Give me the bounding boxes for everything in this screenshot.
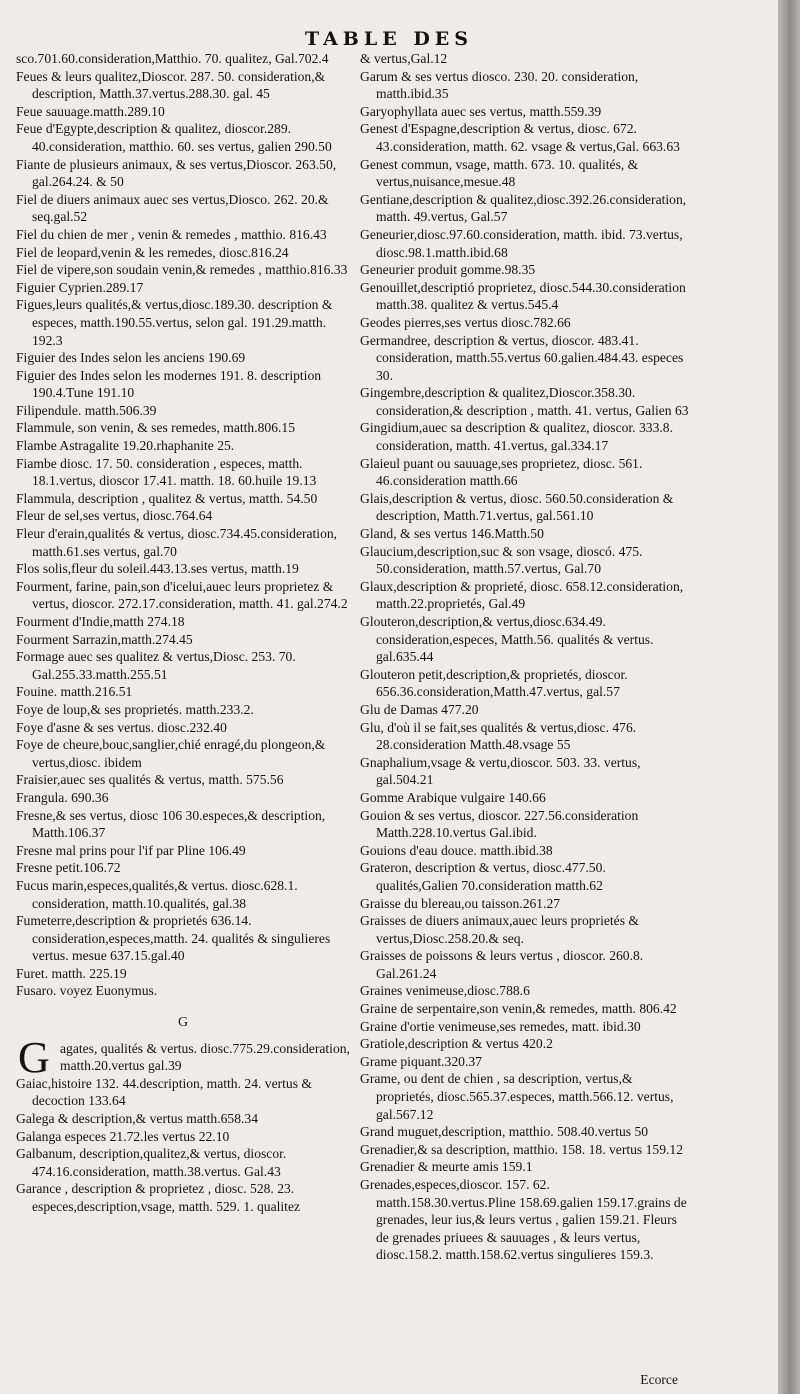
index-entry: Glu, d'où il se fait,ses qualités & vertus,diosc. 476. 28.consideration Matth.48.vsage 55 <box>360 719 637 753</box>
index-entry: Grenades,especes,dioscor. 157. 62. matth.158.30.vertus.Pline 158.69.galien 159.17.grains de grenades, leur ius,& leurs vertus , galien 159.21. Fleurs de grenades priuees & sauuages , & leurs vertus, diosc.158.2. matth.158.62.vertus singulieres 159.3. <box>360 1177 687 1263</box>
index-entry: Glais,description & vertus, diosc. 560.50.consideration & description, Matth.71.vertus, gal.561.10 <box>360 490 674 524</box>
index-entry: Graisse du blereau,ou taisson.261.27 <box>360 895 561 911</box>
index-entry: Fucus marin,especes,qualités,& vertus. diosc.628.1. consideration, matth.10.qualités, gal.38 <box>16 877 298 911</box>
index-entry: Fourment Sarrazin,matth.274.45 <box>16 631 193 647</box>
index-entry: Fiel de vipere,son soudain venin,& remedes , matthio.816.33 <box>16 262 348 278</box>
index-entry: Fourment, farine, pain,son d'icelui,auec leurs proprietez & vertus, dioscor. 272.17.consideration, matth. 41. gal.274.2 <box>16 578 348 612</box>
index-entry: Graines venimeuse,diosc.788.6 <box>360 983 530 999</box>
index-entry: Fresne mal prins pour l'if par Pline 106.49 <box>16 842 246 858</box>
index-column-left <box>16 50 350 1216</box>
index-entry: Figuier des Indes selon les modernes 191. 8. description 190.4.Tune 191.10 <box>16 367 322 401</box>
index-entry: Fresne,& ses vertus, diosc 106 30.especes,& description, Matth.106.37 <box>16 807 326 841</box>
index-entry <box>16 1032 350 1082</box>
catchword: Ecorce <box>640 1372 678 1387</box>
index-entry: sco.701.60.consideration,Matthio. 70. qualitez, Gal.702.4 <box>16 51 329 66</box>
index-entry: Geneurier produit gomme.98.35 <box>360 262 536 278</box>
index-entry: Filipendule. matth.506.39 <box>16 402 157 418</box>
index-entry: Geneurier,diosc.97.60.consideration, matth. ibid. 73.vertus, diosc.98.1.matth.ibid.68 <box>360 226 683 260</box>
index-entry: Gland, & ses vertus 146.Matth.50 <box>360 526 544 542</box>
index-entry: Galega & description,& vertus matth.658.34 <box>16 1111 258 1127</box>
index-entry: Fresne petit.106.72 <box>16 860 121 876</box>
index-entry: Grateron, description & vertus, diosc.477.50. qualités,Galien 70.consideration matth.62 <box>360 860 606 893</box>
index-entry: Glaucium,description,suc & son vsage, dioscó. 475. 50.consideration, matth.57.vertus, Gal.70 <box>360 543 643 577</box>
index-entry: Glouteron,description,& vertus,diosc.634.49. consideration,especes, Matth.56. qualités & vertus. gal.635.44 <box>360 614 654 665</box>
index-entry: Gnaphalium,vsage & vertu,dioscor. 503. 33. vertus, gal.504.21 <box>360 754 641 788</box>
index-entry: Grame piquant.320.37 <box>360 1053 482 1069</box>
index-entry: Figuier Cyprien.289.17 <box>16 279 144 295</box>
index-entry: Formage auec ses qualitez & vertus,Diosc. 253. 70. Gal.255.33.matth.255.51 <box>16 649 296 682</box>
index-entry: Figuier des Indes selon les anciens 190.69 <box>16 350 246 366</box>
index-entry: Flammula, description , qualitez & vertus, matth. 54.50 <box>16 490 318 506</box>
index-entry: Garyophyllata auec ses vertus, matth.559.39 <box>360 103 602 119</box>
index-entry: Grame, ou dent de chien , sa description, vertus,& proprietés, diosc.565.37.especes, matth.566.12. vertus, gal.567.12 <box>360 1071 674 1122</box>
index-entry: Fourment d'Indie,matth 274.18 <box>16 614 185 629</box>
index-entry: Galbanum, description,qualitez,& vertus, dioscor. 474.16.consideration, matth.38.vertus. Gal.43 <box>16 1146 287 1179</box>
index-entry: Fusaro. voyez Euonymus. <box>16 983 158 999</box>
index-entry: Fiante de plusieurs animaux, & ses vertus,Dioscor. 263.50, gal.264.24. & 50 <box>16 156 337 190</box>
index-entry: Flambe Astragalite 19.20.rhaphanite 25. <box>16 438 235 454</box>
index-entry: Galanga especes 21.72.les vertus 22.10 <box>16 1128 230 1144</box>
index-entry: Graisses de poissons & leurs vertus , dioscor. 260.8. Gal.261.24 <box>360 948 644 981</box>
index-entry: & vertus,Gal.12 <box>360 51 448 66</box>
index-entry: Genouillet,descriptió proprietez, diosc.544.30.consideration matth.38. qualitez & vertus.545.4 <box>360 279 686 313</box>
index-entry: Graine de serpentaire,son venin,& remedes, matth. 806.42 <box>360 1001 677 1017</box>
index-entry: Frangula. 690.36 <box>16 789 109 805</box>
index-entry: Fiambe diosc. 17. 50. consideration , especes, matth. 18.1.vertus, dioscor 17.41. matth. 18. 60.huile 19.13 <box>16 455 317 489</box>
page-edge <box>778 0 800 1394</box>
index-column-right <box>360 50 690 1264</box>
index-entry: Glaux,description & proprieté, diosc. 658.12.consideration, matth.22.proprietés, Gal.49 <box>360 578 684 612</box>
index-entry: Garance , description & proprietez , diosc. 528. 23. especes,description,vsage, matth. 529. 1. qualitez <box>16 1181 301 1214</box>
section-letter: G <box>177 1015 189 1031</box>
index-entry: Glouteron petit,description,& proprietés, dioscor. 656.36.consideration,Matth.47.vertus, gal.57 <box>360 666 628 700</box>
index-entry: Germandree, description & vertus, dioscor. 483.41. consideration, matth.55.vertus 60.galien.484.43. especes 30. <box>360 332 684 383</box>
index-entry: Grenadier & meurte amis 159.1 <box>360 1159 533 1175</box>
index-entry: Feues & leurs qualitez,Dioscor. 287. 50. consideration,& description, Matth.37.vertus.288.30. gal. 45 <box>16 68 326 102</box>
index-entry: Geodes pierres,ses vertus diosc.782.66 <box>360 314 571 330</box>
index-entry: Feue sauuage.matth.289.10 <box>16 103 165 119</box>
index-entry: Grenadier,& sa description, matthio. 158. 18. vertus 159.12 <box>360 1141 683 1157</box>
index-entry: Gomme Arabique vulgaire 140.66 <box>360 789 546 805</box>
index-entry: Gouions d'eau douce. matth.ibid.38 <box>360 842 553 858</box>
index-entry: Gentiane,description & qualitez,diosc.392.26.consideration, matth. 49.vertus, Gal.57 <box>360 191 687 225</box>
index-entry: Gaiac,histoire 132. 44.description, matth. 24. vertus & decoction 133.64 <box>16 1075 312 1109</box>
index-entry: Glu de Damas 477.20 <box>360 701 479 717</box>
index-entry: Fleur de sel,ses vertus, diosc.764.64 <box>16 508 213 524</box>
index-entry: Flos solis,fleur du soleil.443.13.ses vertus, matth.19 <box>16 561 299 577</box>
index-entry: Fleur d'erain,qualités & vertus, diosc.734.45.consideration, matth.61.ses vertus, gal.70 <box>16 526 338 559</box>
drop-capital: G <box>18 1032 50 1082</box>
index-entry: Gingembre,description & qualitez,Dioscor.358.30. consideration,& description , matth. 41. vertus, Galien 63 <box>360 385 689 418</box>
index-entry: Feue d'Egypte,description & qualitez, dioscor.289. 40.consideration, matthio. 60. ses vertus, galien 290.50 <box>16 121 332 154</box>
index-entry: Fiel de diuers animaux auec ses vertus,Diosco. 262. 20.& seq.gal.52 <box>16 191 329 225</box>
index-entry: Genest commun, vsage, matth. 673. 10. qualités, & vertus,nuisance,mesue.48 <box>360 156 639 190</box>
index-entry: Gingidium,auec sa description & qualitez, dioscor. 333.8. consideration, matth. 41.vertus, gal.334.17 <box>360 420 673 454</box>
index-entry: Fumeterre,description & proprietés 636.14. consideration,especes,matth. 24. qualités & singulieres vertus. mesue 637.15.gal.40 <box>16 913 331 964</box>
running-header: TABLE DES <box>304 28 474 50</box>
index-entry: Fraisier,auec ses qualités & vertus, matth. 575.56 <box>16 772 284 788</box>
index-entry: Graisses de diuers animaux,auec leurs proprietés & vertus,Diosc.258.20.& seq. <box>360 913 639 946</box>
index-entry: Genest d'Espagne,description & vertus, diosc. 672. 43.consideration, matth. 62. vsage & vertus,Gal. 663.63 <box>360 121 680 154</box>
entry-text: agates, qualités & vertus. diosc.775.29.consideration, matth.20.vertus gal.39 <box>60 1040 350 1074</box>
index-entry: Flammule, son venin, & ses remedes, matth.806.15 <box>16 420 296 436</box>
index-entry: Furet. matth. 225.19 <box>16 965 127 981</box>
index-entry: Fouine. matth.216.51 <box>16 684 133 700</box>
index-entry: Glaieul puant ou sauuage,ses proprietez, diosc. 561. 46.consideration matth.66 <box>360 455 643 489</box>
index-entry: Fiel de leopard,venin & les remedes, diosc.816.24 <box>16 244 289 260</box>
index-entry: Garum & ses vertus diosco. 230. 20. consideration, matth.ibid.35 <box>360 68 639 102</box>
index-entry: Gratiole,description & vertus 420.2 <box>360 1036 553 1052</box>
index-entry: Grand muguet,description, matthio. 508.40.vertus 50 <box>360 1124 649 1140</box>
index-entry: Figues,leurs qualités,& vertus,diosc.189.30. description & especes, matth.190.55.vertus, selon gal. 191.29.matth. 192.3 <box>16 297 333 348</box>
index-entry: Foye d'asne & ses vertus. diosc.232.40 <box>16 719 227 735</box>
index-entry: Foye de cheure,bouc,sanglier,chié enragé,du plongeon,& vertus,diosc. ibidem <box>16 737 326 770</box>
index-entry: Gouion & ses vertus, dioscor. 227.56.consideration Matth.228.10.vertus Gal.ibid. <box>360 807 639 841</box>
index-entry: Graine d'ortie venimeuse,ses remedes, matt. ibid.30 <box>360 1018 641 1034</box>
index-entry: Fiel du chien de mer , venin & remedes , matthio. 816.43 <box>16 226 327 242</box>
index-entry: Foye de loup,& ses proprietés. matth.233.2. <box>16 701 254 717</box>
